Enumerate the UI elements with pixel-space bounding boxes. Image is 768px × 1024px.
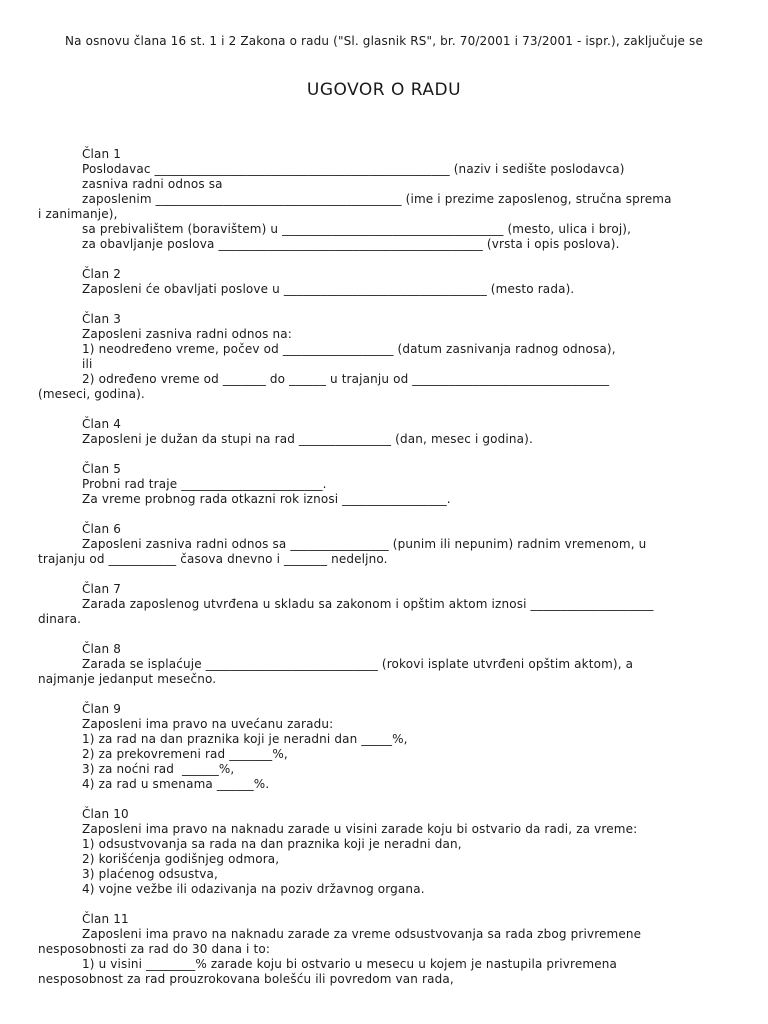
article-line: Poslodavac ________________________________________________ (naziv i sedište poslodavca) [82,162,625,176]
document-title: UGOVOR O RADU [306,80,462,100]
article-line: zaposlenim ________________________________________ (ime i prezime zaposlenog, stručna sprema [82,192,672,206]
article-line: 1) neodređeno vreme, počev od __________________ (datum zasnivanja radnog odnosa), [82,342,616,356]
article [38,807,734,897]
article-line: Zaposleni će obavljati poslove u _________________________________ (mesto rada). [82,282,575,296]
article-line: 3) plaćenog odsustva, [82,867,218,881]
article [38,912,734,987]
article-line: Zaposleni zasniva radni odnos sa ________________ (punim ili nepunim) radnim vremenom, u [82,537,647,551]
article-line: 4) vojne vežbe ili odazivanja na poziv državnog organa. [82,882,425,896]
article-line: 1) u visini ________% zarade koju bi ostvario u mesecu u kojem je nastupila privremena [82,957,617,971]
article-line: dinara. [38,612,82,626]
article-line: 4) za rad u smenama ______%. [82,777,270,791]
article-line: 2) korišćenja godišnjeg odmora, [82,852,280,866]
article-line: najmanje jedanput mesečno. [38,672,217,686]
article-line: Probni rad traje _______________________. [82,477,327,491]
article [38,462,734,507]
article-line: Zaposleni ima pravo na uvećanu zaradu: [82,717,334,731]
article-line: Za vreme probnog rada otkazni rok iznosi _________________. [82,492,451,506]
article-line: zasniva radni odnos sa [82,177,223,191]
article-heading: Član 2 [82,267,122,281]
article-line: 1) odsustvovanja sa rada na dan praznika koji je neradni dan, [82,837,462,851]
article-heading: Član 7 [82,582,122,596]
article-line: Zaposleni ima pravo na naknadu zarade u visini zarade koju bi ostvario da radi, za vreme: [82,822,638,836]
article-heading: Član 6 [82,522,122,536]
article-line: Zarada se isplaćuje ____________________________ (rokovi isplate utvrđeni opštim aktom), a [82,657,634,671]
preamble: Na osnovu člana 16 st. 1 i 2 Zakona o radu ("Sl. glasnik RS", br. 70/2001 i 73/2001 - ispr.), zaključuje se [65,34,703,48]
article-heading: Član 9 [82,702,122,716]
article [38,702,734,792]
article-heading: Član 1 [82,147,122,161]
article-line: Zaposleni je dužan da stupi na rad _______________ (dan, mesec i godina). [82,432,533,446]
article-line: sa prebivalištem (boravištem) u ____________________________________ (mesto, ulica i broj), [82,222,632,236]
article-line: trajanju od ___________ časova dnevno i _______ nedeljno. [38,552,388,566]
article-line: nesposobnost za rad prouzrokovana bolešću ili povredom van rada, [38,972,454,986]
article-heading: Član 10 [82,807,129,821]
article [38,522,734,567]
article-line: Zaposleni ima pravo na naknadu zarade za vreme odsustvovanja sa rada zbog privremene [82,927,642,941]
article-line: 2) za prekovremeni rad _______%, [82,747,288,761]
article-heading: Član 5 [82,462,122,476]
article-line: nesposobnosti za rad do 30 dana i to: [38,942,271,956]
article-line: za obavljanje poslova ___________________________________________ (vrsta i opis poslova). [82,237,620,251]
contract-body [38,147,734,1002]
article [38,642,734,687]
article [38,147,734,252]
article [38,582,734,627]
article-line: Zaposleni zasniva radni odnos na: [82,327,292,341]
article-line: 1) za rad na dan praznika koji je neradni dan _____%, [82,732,408,746]
article-heading: Član 8 [82,642,122,656]
article-line: i zanimanje), [38,207,118,221]
article [38,267,734,297]
article-line: ili [82,357,93,371]
article-heading: Član 11 [82,912,129,926]
article-line: 3) za noćni rad ______%, [82,762,235,776]
article-line: (meseci, godina). [38,387,145,401]
article-line: 2) određeno vreme od _______ do ______ u trajanju od ________________________________ [82,372,610,386]
article [38,417,734,447]
article [38,312,734,402]
article-line: Zarada zaposlenog utvrđena u skladu sa zakonom i opštim aktom iznosi ____________________ [82,597,654,611]
article-heading: Član 4 [82,417,122,431]
article-heading: Član 3 [82,312,122,326]
